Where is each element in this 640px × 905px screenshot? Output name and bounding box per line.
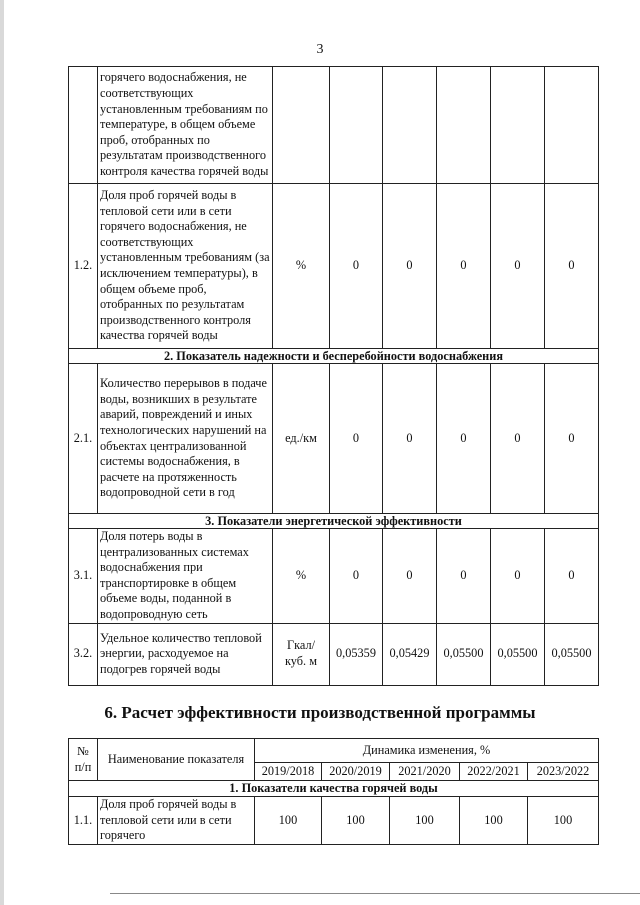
value-cell: 0,05359 [330,623,383,685]
value-cell: 0 [545,184,599,349]
value-cell: 0,05500 [491,623,545,685]
value-cell: 0 [437,364,491,514]
row-number: 1.2. [69,184,98,349]
table-row [69,797,599,844]
header-name: Наименование показателя [98,739,255,781]
value-cell: 0 [545,364,599,514]
value-cell: 0 [491,529,545,624]
efficiency-table [68,738,599,845]
section-heading: 1. Показатели качества горячей воды [69,781,599,797]
table-row [69,529,599,624]
value-cell: 0,05500 [437,623,491,685]
page-bottom-rule [110,893,640,894]
section-6-title: 6. Расчет эффективности производственной программы [104,703,536,722]
indicator-name: Количество перерывов в подаче воды, возникших в результате аварий, повреждений и иных технологических нарушений на объектах централизованной системы водоснабжения, в расчете на протяженность водопроводной сети в год [98,364,273,514]
header-row [69,739,599,763]
unit-cell: ед./км [273,364,330,514]
unit-cell: % [273,529,330,624]
unit-cell: Гкал/ куб. м [273,623,330,685]
value-cell: 0 [383,364,437,514]
value-cell: 100 [390,797,460,844]
value-cell: 0,05429 [383,623,437,685]
page-number: 3 [316,42,324,57]
section-row [69,514,599,529]
value-cell: 100 [255,797,322,844]
header-dynamics: Динамика изменения, % [255,739,599,763]
year-header: 2021/2020 [390,763,460,781]
table-row [69,623,599,685]
unit-cell: % [273,184,330,349]
row-number: 3.1. [69,529,98,624]
value-cell: 0,05500 [545,623,599,685]
value-cell: 100 [528,797,599,844]
value-cell [330,67,383,184]
indicator-name: горячего водоснабжения, не соответствующих установленным требованиям по температуре, в общем объеме проб, отобранных по результатам производственного контроля качества горячей воды [98,67,273,184]
indicator-name: Доля проб горячей воды в тепловой сети или в сети горячего водоснабжения, не соответствующих установленным требованиям (за исключением температуры), в общем объеме проб, отобранных по результатам производственного контроля качества горячей воды [98,184,273,349]
value-cell: 0 [383,529,437,624]
value-cell: 0 [330,364,383,514]
table-row [69,67,599,184]
header-number: № п/п [69,739,98,781]
value-cell: 0 [437,184,491,349]
unit-cell [273,67,330,184]
indicator-name: Удельное количество тепловой энергии, расходуемое на подогрев горячей воды [98,623,273,685]
table-row [69,184,599,349]
value-cell: 0 [491,184,545,349]
value-cell [491,67,545,184]
section-heading: 3. Показатели энергетической эффективности [69,514,599,529]
value-cell: 100 [460,797,528,844]
value-cell: 0 [545,529,599,624]
value-cell: 0 [383,184,437,349]
year-header: 2022/2021 [460,763,528,781]
indicator-name: Доля потерь воды в централизованных системах водоснабжения при транспортировке в общем объеме воды, поданной в водопроводную сеть [98,529,273,624]
row-number: 1.1. [69,797,98,844]
row-number: 2.1. [69,364,98,514]
table-row [69,364,599,514]
value-cell [437,67,491,184]
scan-edge [0,0,4,905]
value-cell: 0 [330,184,383,349]
section-row [69,349,599,364]
value-cell [383,67,437,184]
value-cell: 0 [491,364,545,514]
section-heading: 2. Показатель надежности и бесперебойности водоснабжения [69,349,599,364]
value-cell: 100 [322,797,390,844]
year-header: 2019/2018 [255,763,322,781]
row-number: 3.2. [69,623,98,685]
indicators-table [68,66,599,686]
section-row [69,781,599,797]
value-cell [545,67,599,184]
year-header: 2023/2022 [528,763,599,781]
value-cell: 0 [437,529,491,624]
year-header: 2020/2019 [322,763,390,781]
row-number [69,67,98,184]
indicator-name: Доля проб горячей воды в тепловой сети или в сети горячего [98,797,255,844]
value-cell: 0 [330,529,383,624]
